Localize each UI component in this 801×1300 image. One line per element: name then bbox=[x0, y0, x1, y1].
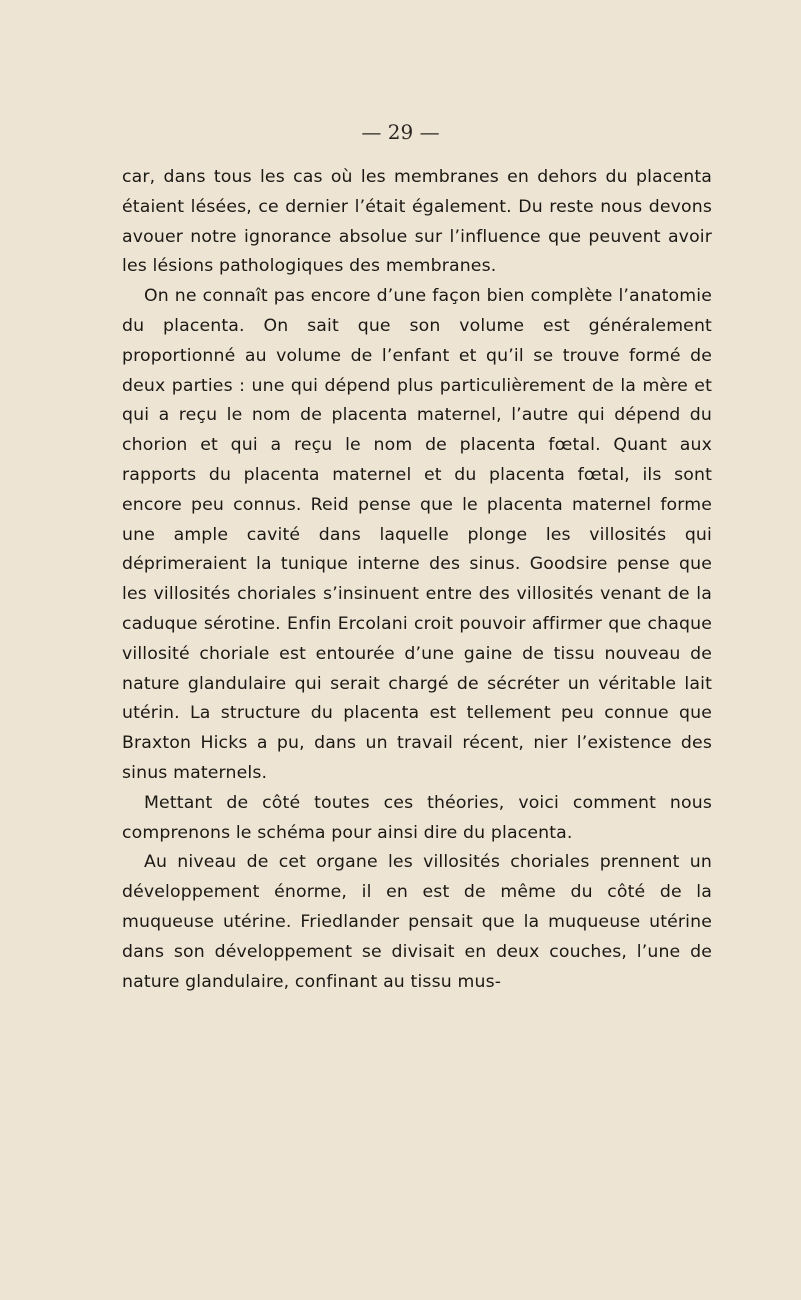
paragraph-2: On ne connaît pas encore d’une façon bien complète l’anatomie du placenta. On sait que son volume est généralement proportionné au volume de l’enfant et qu’il se trouve formé de deux parties : une qui dépend plus particulièrement de la mère et qui a reçu le nom de placenta maternel, l’autre qui dépend du chorion et qui a reçu le nom de placenta fœtal. Quant aux rapports du placenta maternel et du placenta fœtal, ils sont encore peu connus. Reid pense que le placenta maternel forme une ample cavité dans laquelle plonge les villosités qui déprimeraient la tunique interne des sinus. Goodsire pense que les villosités choriales s’insinuent entre des villosités venant de la caduque sérotine. Enfin Ercolani croit pouvoir affirmer que chaque villosité choriale est entourée d’une gaine de tissu nouveau de nature glandulaire qui serait chargé de sécréter un véritable lait utérin. La structure du placenta est tellement peu connue que Braxton Hicks a pu, dans un travail récent, nier l’existence des sinus maternels. bbox=[122, 286, 712, 783]
paragraph-1: car, dans tous les cas où les membranes en dehors du placenta étaient lésées, ce dernier l’était également. Du reste nous devons avouer notre ignorance absolue sur l’influence que peuvent avoir les lésions pathologiques des membranes. bbox=[122, 167, 712, 277]
page-number: — 29 — bbox=[361, 120, 440, 144]
paragraph-4: Au niveau de cet organe les villosités choriales prennent un développement énorme, il en est de même du côté de la muqueuse utérine. Friedlander pensait que la muqueuse utérine dans son développement se divisait en deux couches, l’une de nature glandulaire, confinant au tissu mus- bbox=[122, 852, 712, 992]
body-text bbox=[122, 163, 712, 997]
paragraph-3: Mettant de côté toutes ces théories, voici comment nous comprenons le schéma pour ainsi dire du placenta. bbox=[122, 792, 712, 843]
